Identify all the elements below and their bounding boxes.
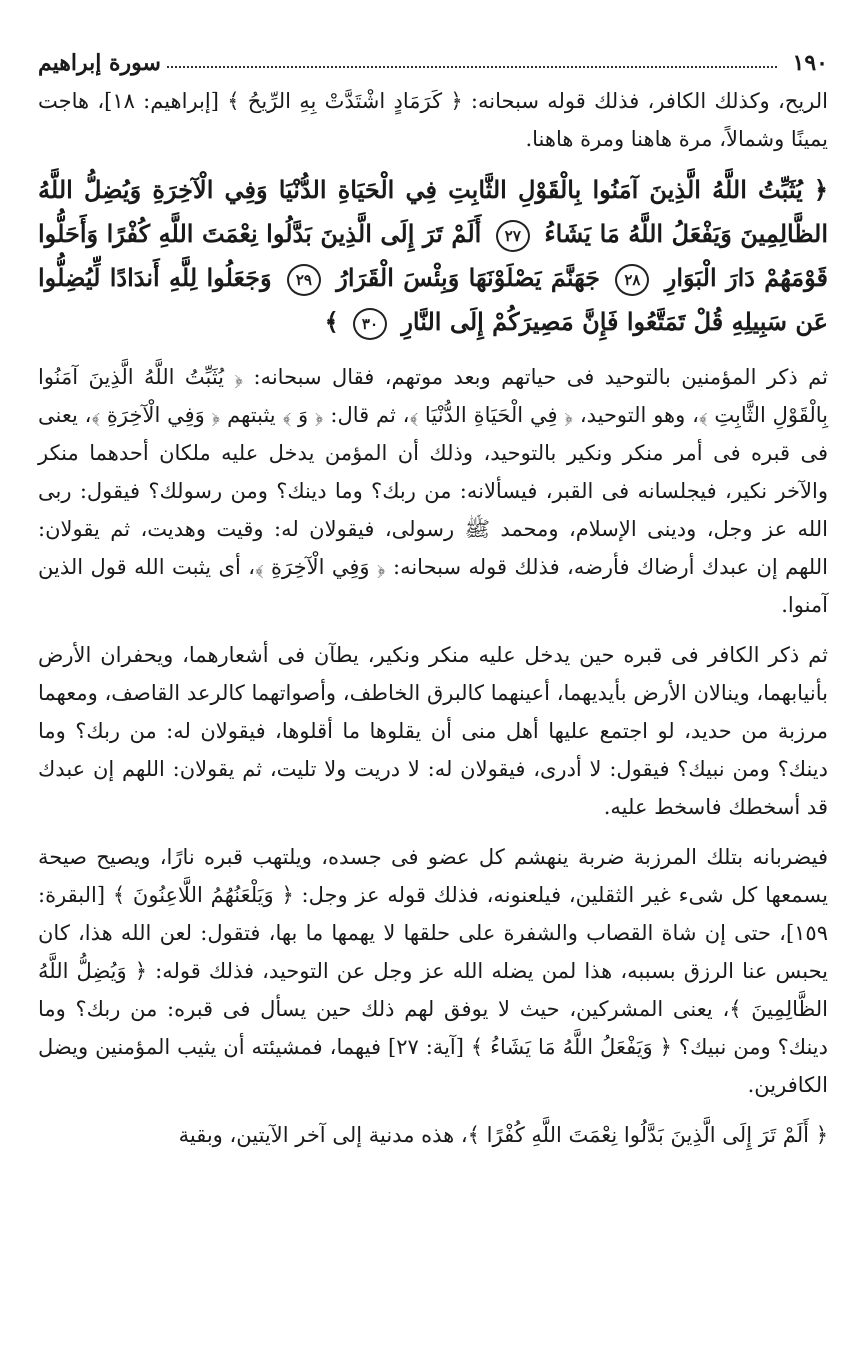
page-number: ١٩٠ [792, 50, 828, 76]
intro-paragraph: الريح، وكذلك الكافر، فذلك قوله سبحانه: ﴿ كَرَمَادٍ اشْتَدَّتْ بِهِ الرِّيحُ ﴾ [إبراهيم: ١٨]، هاجت يمينًا وشمالاً، مرة هاهنا ومرة هاهنا. [38, 89, 828, 151]
header-dotted-leader [167, 65, 777, 68]
verse-number-marker: ٢٨ [615, 264, 649, 296]
paragraph-gap [38, 1104, 828, 1116]
commentary-paragraph: فيضربانه بتلك المرزبة ضربة ينهشم كل عضو فى جسده، ويلتهب قبره نارًا، ويصيح صيحة يسمعها كل شىء غير الثقلين، فيلعنونه، فذلك قوله عز وجل: ﴿ وَيَلْعَنُهُمُ اللَّاعِنُونَ ﴾ [البقرة: ١٥٩]، حتى إن شاة القصاب والشفرة على حلقها لا يهمها ما بها، فتقول: لعن الله هذا، كان يحبس عنا الرزق بسببه، هذا لمن يضله الله عز وجل عن التوحيد، فذلك قوله: ﴿ وَيُضِلُّ اللَّهُ الظَّالِمِينَ ﴾، يعنى المشركين، حيث لا يوفق لهم ذلك حين يسأل فى قبره: من ربك؟ وما دينك؟ ومن نبيك؟ ﴿ وَيَفْعَلُ اللَّهُ مَا يَشَاءُ ﴾ [آية: ٢٧] فيهما، فمشيئته أن يثيب المؤمنين ويضل الكافرين. [38, 845, 828, 1097]
paragraph-gap [38, 624, 828, 636]
verse-text: وَجَعَلُوا لِلَّهِ أَندَادًا لِّيُضِلُّوا عَن سَبِيلِهِ قُلْ تَمَتَّعُوا فَإِنَّ مَصِيرَكُمْ إِلَى النَّارِ [38, 263, 828, 336]
book-page [38, 36, 828, 1352]
commentary-paragraph: ثم ذكر المؤمنين بالتوحيد فى حياتهم وبعد موتهم، فقال سبحانه: ﴿ يُثَبِّتُ اللَّهُ الَّذِينَ آمَنُوا بِالْقَوْلِ الثَّابِتِ ﴾، وهو التوحيد، ﴿ فِي الْحَيَاةِ الدُّنْيَا ﴾، ثم قال: ﴿ وَ ﴾ يثبتهم ﴿ وَفِي الْآخِرَةِ ﴾، يعنى فى قبره فى أمر منكر ونكير بالتوحيد، وذلك أن المؤمن يدخل عليه ملكان أحدهما منكر والآخر نكير، فيجلسانه فى القبر، فيسألانه: من ربك؟ وما دينك؟ ومن رسولك؟ فيقول: ربى الله عز وجل، ودينى الإسلام، ومحمد ﷺ رسولى، فيقولان له: وقيت وهديت، ثم يقولان: اللهم إن عبدك أرضاك فأرضه، فذلك قوله سبحانه: ﴿ وَفِي الْآخِرَةِ ﴾، أى يثبت الله قول الذين آمنوا. [38, 365, 828, 617]
verse-number-marker: ٣٠ [353, 308, 387, 340]
verse-number-marker: ٢٧ [496, 220, 530, 252]
commentary-paragraph: ﴿ أَلَمْ تَرَ إِلَى الَّذِينَ بَدَّلُوا نِعْمَتَ اللَّهِ كُفْرًا ﴾، هذه مدنية إلى آخر الآيتين، وبقية [178, 1123, 828, 1147]
verse-text: أَلَمْ تَرَ إِلَى الَّذِينَ بَدَّلُوا نِعْمَتَ اللَّهِ كُفْرًا وَأَحَلُّوا قَوْمَهُمْ دَارَ الْبَوَارِ [38, 219, 829, 292]
surah-title: سورة إبراهيم [38, 50, 161, 76]
page-header [38, 36, 828, 76]
verse-text: جَهَنَّمَ يَصْلَوْنَهَا وَبِئْسَ الْقَرَارُ [336, 263, 601, 292]
commentary-paragraph: ثم ذكر الكافر فى قبره حين يدخل عليه منكر ونكير، يطآن فى أشعارهما، ويحفران الأرض بأنيابهما، وينالان الأرض بأيديهما، أعينهما كالبرق الخاطف، وأصواتهما كالرعد القاصف، ومعهما مرزبة من حديد، لو اجتمع عليها أهل منى أن يقلوها ما أقلوها، فيقولان له: من ربك؟ وما دينك؟ ومن نبيك؟ فيقول: لا أدرى، فيقولان له: لا دريت ولا تليت، ثم يقولان: اللهم إن عبدك قد أسخطك فاسخط عليه. [38, 643, 828, 819]
paragraph-gap [38, 826, 828, 838]
verse-text: ﴿ يُثَبِّتُ اللَّهُ الَّذِينَ آمَنُوا بِالْقَوْلِ الثَّابِتِ فِي الْحَيَاةِ الدُّنْيَا وَفِي الْآخِرَةِ وَيُضِلُّ اللَّهُ الظَّالِمِينَ وَيَفْعَلُ اللَّهُ مَا يَشَاءُ [38, 175, 828, 248]
quran-verses-block [38, 168, 828, 344]
verse-number-marker: ٢٩ [287, 264, 321, 296]
verse-closing-bracket: ﴾ [324, 307, 339, 336]
